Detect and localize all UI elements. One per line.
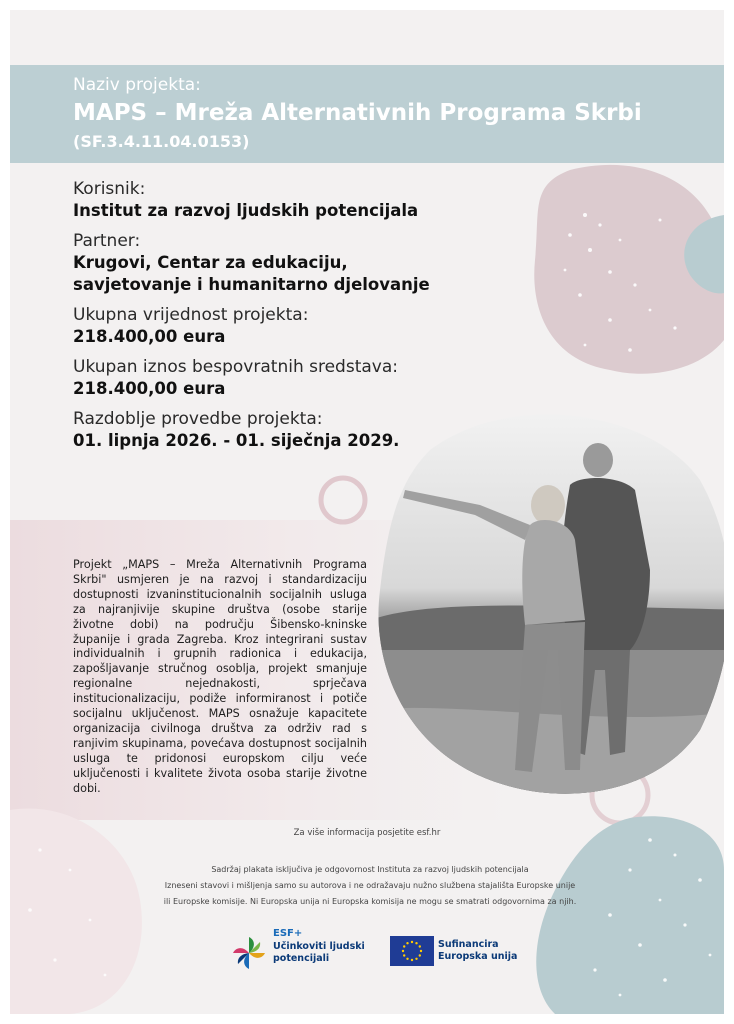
disclaimer — [130, 862, 610, 910]
project-code: (SF.3.4.11.04.0153) — [73, 132, 250, 151]
partner-label: Partner: — [73, 231, 141, 251]
disclaimer-line: Sadržaj plakata isključiva je odgovornost Instituta za razvoj ljudskih potencijala — [211, 865, 529, 874]
eu-cofunded-logo — [390, 936, 525, 966]
partner-value: Krugovi, Centar za edukaciju, savjetovanje i humanitarno djelovanje — [73, 253, 430, 294]
eu-cofunded-text: Sufinancira Europska unija — [438, 939, 518, 962]
disclaimer-line: Izneseni stavovi i mišljenja samo su autorova i ne odražavaju nužno službena stajališta Europske unije — [164, 881, 576, 890]
blue-blob-bottom — [536, 816, 724, 1014]
ring-pink-1 — [321, 478, 365, 522]
project-info — [73, 178, 493, 460]
implementation-period-label: Razdoblje provedbe projekta: — [73, 409, 323, 429]
project-description: Projekt „MAPS – Mreža Alternativnih Programa Skrbi" usmjeren je na razvoj i standardizaciju dostupnosti izvaninstitucionalnih socijalnih usluga za najranjivije skupine društva (osobe starije životne dobi) na području Šibensko-kninske županije i grada Zagreba. Kroz integrirani sustav individualnih i grupnih radionica i edukacija, zapošljavanje stručnog osoblja, projekt smanjuje regionalne nejednakosti, sprječava institucionalizaciju, podiže informiranost i potiče socijalnu uključenost. MAPS osnažuje kapacitete organizacija civilnoga društva za održiv rad s ranjivim skupinama, povećava dostupnost socijalnih usluga te pridonosi europskom cilju veće uključenosti i kvalitete života osoba starije životne dobi. — [73, 558, 367, 795]
esf-logo-icon — [230, 934, 268, 972]
total-value-label: Ukupna vrijednost projekta: — [73, 305, 309, 325]
total-value: 218.400,00 eura — [73, 327, 226, 346]
esf-program: Učinkoviti ljudski potencijali — [273, 941, 365, 964]
esf-logo — [230, 928, 370, 978]
poster-sheet — [10, 10, 724, 1014]
grant-amount-value: 218.400,00 eura — [73, 379, 226, 398]
project-header — [10, 65, 724, 163]
project-name-label: Naziv projekta: — [73, 75, 201, 95]
esf-name: ESF+ — [273, 928, 303, 939]
beneficiary-label: Korisnik: — [73, 179, 146, 199]
project-title: MAPS – Mreža Alternativnih Programa Skrbi — [73, 100, 642, 126]
grant-amount-label: Ukupan iznos bespovratnih sredstava: — [73, 357, 398, 377]
more-info-link-text: Za više informacija posjetite esf.hr — [293, 828, 441, 838]
beneficiary-value: Institut za razvoj ljudskih potencijala — [73, 201, 419, 220]
disclaimer-line: ili Europske komisije. Ni Europska unija ni Europska komisija ne mogu se smatrati odgovornima za njih. — [163, 897, 577, 906]
eu-flag-icon — [390, 936, 434, 966]
implementation-period-value: 01. lipnja 2026. - 01. siječnja 2029. — [73, 431, 400, 450]
